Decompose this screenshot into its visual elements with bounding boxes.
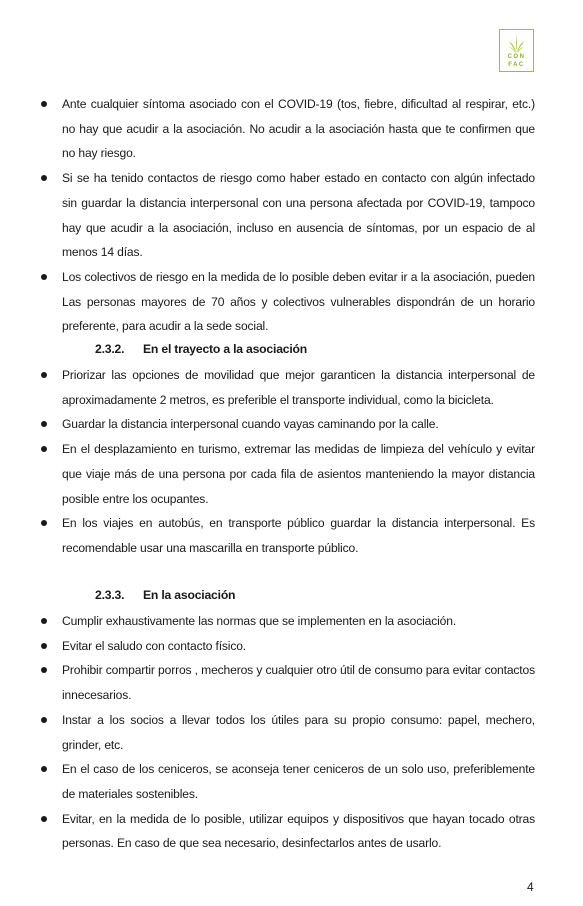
list-item: Los colectivos de riesgo en la medida de lo posible deben evitar ir a la asociación, pueden Las personas mayores de 70 años y colectivos vulnerables dispondrán de un horario preferente, para acudir a la sede social. — [40, 265, 535, 339]
list-item: Guardar la distancia interpersonal cuando vayas caminando por la calle. — [40, 412, 535, 437]
section-title: En la asociación — [143, 588, 236, 602]
section-title: En el trayecto a la asociación — [143, 342, 308, 356]
list-item: Cumplir exhaustivamente las normas que se implementen en la asociación. — [40, 609, 535, 634]
section-number: 2.3.2. — [95, 342, 125, 356]
logo-text-line2: FAC — [508, 62, 525, 68]
section-number: 2.3.3. — [95, 588, 125, 602]
list-item: En el desplazamiento en turismo, extremar las medidas de limpieza del vehículo y evitar que viaje más de una persona por cada fila de asientos manteniendo la mayor distancia posible entre los ocupantes. — [40, 437, 535, 511]
list-item: Evitar, en la medida de lo posible, utilizar equipos y dispositivos que hayan tocado otras personas. En caso de que sea necesario, desinfectarlos antes de usarlo. — [40, 807, 535, 856]
list-item: Priorizar las opciones de movilidad que mejor garanticen la distancia interpersonal de aproximadamente 2 metros, es preferible el transporte individual, como la bicicleta. — [40, 363, 535, 412]
list-item: Instar a los socios a llevar todos los útiles para su propio consumo: papel, mechero, grinder, etc. — [40, 708, 535, 757]
list-item: Evitar el saludo con contacto físico. — [40, 634, 535, 659]
confac-logo — [499, 29, 534, 72]
trayecto-bullet-list — [40, 363, 535, 561]
section-heading-2-3-2 — [95, 342, 307, 356]
asociacion-bullet-list — [40, 609, 535, 856]
list-item: Ante cualquier síntoma asociado con el COVID-19 (tos, fiebre, dificultad al respirar, etc.) no hay que acudir a la asociación. No acudir a la asociación hasta que te confirmen que no hay riesgo. — [40, 92, 535, 166]
page-number: 4 — [527, 880, 534, 894]
intro-bullet-list — [40, 92, 535, 339]
logo-text-line1: CON — [507, 54, 526, 60]
list-item: En el caso de los ceniceros, se aconseja tener ceniceros de un solo uso, preferiblemente de materiales sostenibles. — [40, 757, 535, 806]
list-item: Si se ha tenido contactos de riesgo como haber estado en contacto con algún infectado sin guardar la distancia interpersonal con una persona afectada por COVID-19, tampoco hay que acudir a la asociación, incluso en ausencia de síntomas, por un espacio de al menos 14 días. — [40, 166, 535, 265]
list-item: En los viajes en autobús, en transporte público guardar la distancia interpersonal. Es recomendable usar una mascarilla en transporte público. — [40, 511, 535, 560]
list-item: Prohibir compartir porros , mecheros y cualquier otro útil de consumo para evitar contactos innecesarios. — [40, 658, 535, 707]
leaf-icon — [508, 33, 525, 53]
section-heading-2-3-3 — [95, 588, 235, 602]
